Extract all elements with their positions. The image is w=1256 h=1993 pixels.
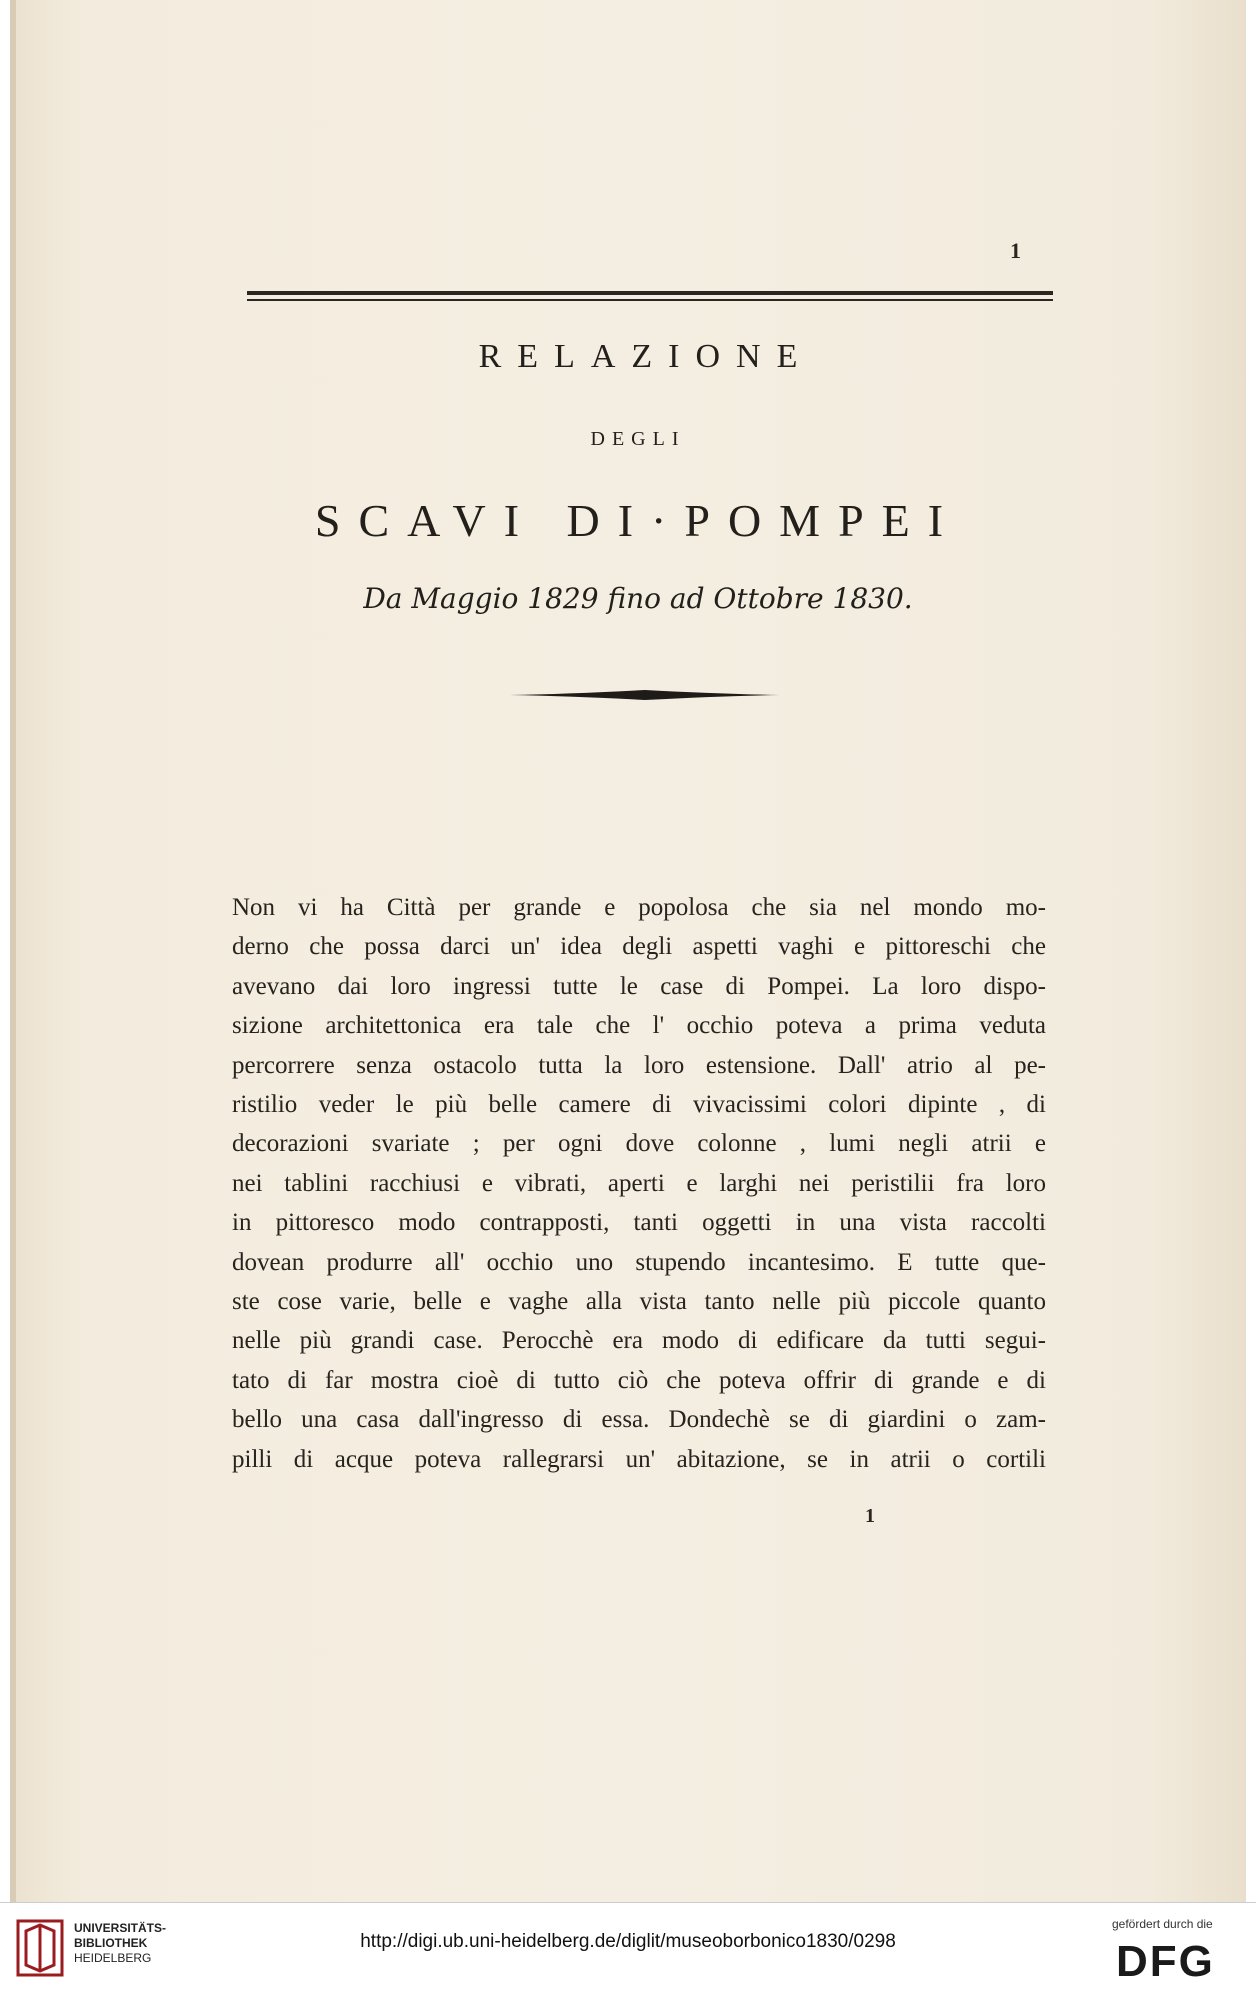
- body-line: bello una casa dall'ingresso di essa. Dondechè se di giardini o zam-: [232, 1406, 1046, 1434]
- rule-thick: [247, 291, 1053, 295]
- heading-relazione: RELAZIONE: [478, 338, 814, 375]
- library-name-line: UNIVERSITÄTS-: [74, 1921, 167, 1935]
- body-paragraph: [232, 888, 1046, 1479]
- body-line: pilli di acque poteva rallegrarsi un' abitazione, se in atrii o cortili: [232, 1445, 1046, 1473]
- signature-mark: 1: [865, 1505, 875, 1527]
- body-line: Non vi ha Città per grande e popolosa che sia nel mondo mo-: [232, 894, 1046, 921]
- body-line: decorazioni svariate ; per ogni dove colonne , lumi negli atrii e: [232, 1130, 1046, 1158]
- ornament-divider-icon: [510, 688, 780, 702]
- library-name-line: HEIDELBERG: [74, 1951, 152, 1965]
- body-line: nei tablini racchiusi e vibrati, aperti e larghi nei peristilii fra loro: [232, 1169, 1046, 1197]
- body-line: avevano dai loro ingressi tutte le case di Pompei. La loro dispo-: [232, 972, 1046, 1000]
- library-name-line: BIBLIOTHEK: [74, 1936, 148, 1950]
- body-line: dovean produrre all' occhio uno stupendo incantesimo. E tutte que-: [232, 1248, 1046, 1276]
- body-line: ste cose varie, belle e vaghe alla vista tanto nelle più piccole quanto: [232, 1288, 1046, 1316]
- body-line: ristilio veder le più belle camere di vivacissimi colori dipinte , di: [232, 1091, 1046, 1119]
- rule-thin: [247, 299, 1053, 301]
- body-line: tato di far mostra cioè di tutto ciò che poteva offrir di grande e di: [232, 1366, 1046, 1394]
- page-number-top: 1: [1010, 238, 1021, 263]
- body-line: percorrere senza ostacolo tutta la loro estensione. Dall' atrio al pe-: [232, 1051, 1046, 1079]
- dfg-logo: DFG: [1116, 1937, 1215, 1986]
- body-line: sizione architettonica era tale che l' occhio poteva a prima veduta: [232, 1012, 1046, 1040]
- subtitle-date-range: Da Maggio 1829 fino ad Ottobre 1830.: [363, 582, 913, 615]
- body-line: in pittoresco modo contrapposti, tanti oggetti in una vista raccolti: [232, 1209, 1046, 1237]
- source-url-link[interactable]: http://digi.ub.uni-heidelberg.de/diglit/museoborbonico1830/0298: [360, 1931, 896, 1952]
- funder-label: gefördert durch die: [1112, 1917, 1213, 1931]
- body-line: nelle più grandi case. Perocchè era modo di edificare da tutti segui-: [232, 1327, 1046, 1355]
- viewer-footer: [0, 1902, 1256, 1993]
- scanned-page: [10, 0, 1246, 1902]
- heading-scavi-di-pompei: SCAVI DI·POMPEI: [314, 495, 962, 546]
- double-rule-divider: [247, 291, 1053, 303]
- heading-degli: DEGLI: [590, 428, 686, 450]
- body-line: derno che possa darci un' idea degli aspetti vaghi e pittoreschi che: [232, 933, 1046, 961]
